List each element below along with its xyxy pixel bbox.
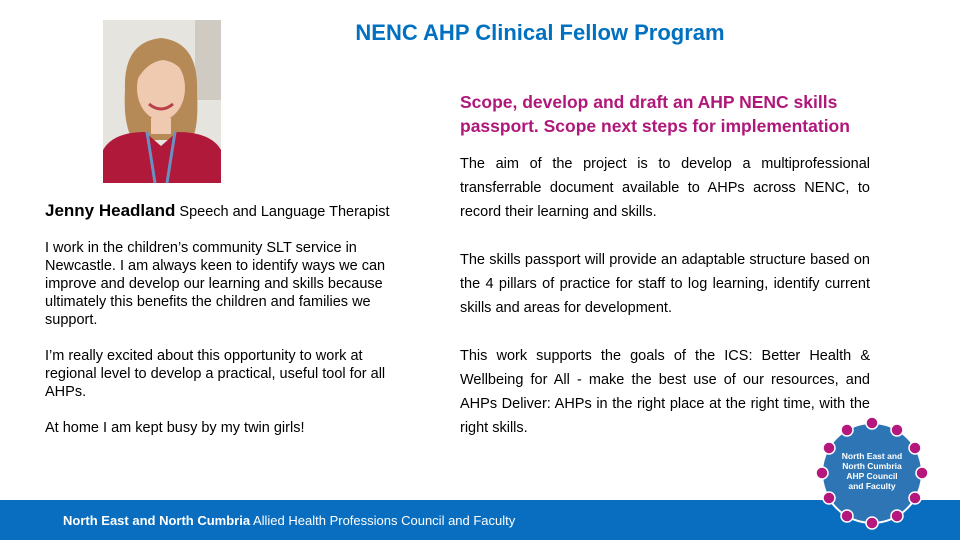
bio-paragraph-3: At home I am kept busy by my twin girls! [45, 420, 305, 436]
profile-section [45, 202, 405, 455]
logo-line-1: North East and [841, 451, 903, 461]
logo-line-3: AHP Council [846, 471, 898, 481]
profile-name: Jenny Headland [45, 201, 176, 220]
council-logo [812, 413, 932, 533]
bio-paragraph-2: I’m really excited about this opportunity to work at regional level to develop a practical, useful tool for all AHPs. [45, 348, 386, 400]
project-heading-line-2: passport. Scope next steps for implementation [460, 116, 850, 136]
project-description [460, 152, 870, 464]
project-paragraph-1: The aim of the project is to develop a multiprofessional transferrable document available to AHPs across NENC, to record their learning and skills. [460, 156, 870, 220]
footer-region: North East and North Cumbria [63, 513, 251, 528]
logo-line-4: and Faculty [848, 481, 896, 491]
logo-line-2: North Cumbria [842, 461, 902, 471]
footer-org: Allied Health Professions Council and Faculty [250, 513, 516, 528]
slide-title: NENC AHP Clinical Fellow Program [355, 20, 725, 45]
project-heading-line-1: Scope, develop and draft an AHP NENC skills [460, 92, 838, 112]
project-paragraph-2: The skills passport will provide an adaptable structure based on the 4 pillars of practice for staff to log learning, identify current skills and areas for development. [460, 252, 870, 316]
profile-role: Speech and Language Therapist [179, 204, 390, 220]
bio-paragraph-1: I work in the children’s community SLT service in Newcastle. I am always keen to identify ways we can improve and develop our learning and skills because ultimately this benefits the children and families we support. [45, 240, 386, 328]
project-heading [460, 90, 900, 138]
project-paragraph-3: This work supports the goals of the ICS: Better Health & Wellbeing for All - make the best use of our resources, and AHPs Deliver: AHPs in the right place at the right time, with the right skills. [460, 348, 870, 436]
footer-text [63, 513, 515, 528]
profile-photo [103, 20, 221, 183]
